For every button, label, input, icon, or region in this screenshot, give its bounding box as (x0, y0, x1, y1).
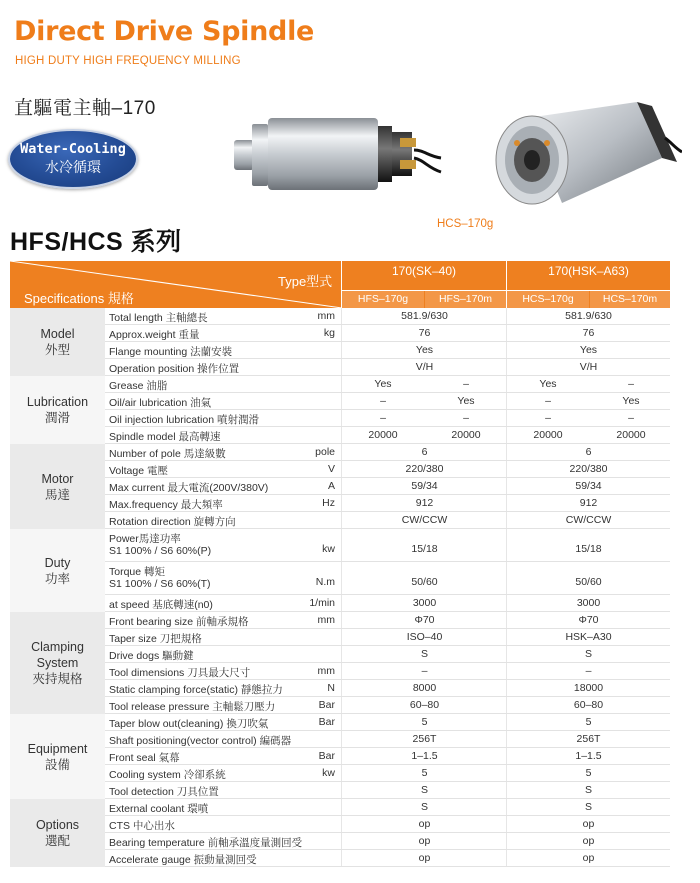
spec-name-line: S1 100% / S6 60%(P) (109, 545, 212, 557)
value-hcs-170m: 20000 (616, 429, 646, 441)
model-name-cn: 直驅電主軸–170 (14, 98, 156, 119)
section-label-line: 夾持規格 (32, 672, 83, 686)
section-label-line: 設備 (44, 758, 70, 772)
value-hska63: 3000 (576, 597, 601, 609)
value-sk40: 912 (415, 497, 434, 509)
value-sk40: 76 (418, 327, 431, 339)
spec-name-line: at speed 基底轉速(n0) (109, 599, 213, 611)
spec-unit: kg (323, 327, 335, 339)
value-sk40: Yes (415, 344, 434, 356)
value-hska63: S (584, 801, 592, 813)
group-sk40-header: 170(SK–40) (391, 264, 457, 278)
spec-name-line: Cooling system 冷卻系統 (109, 769, 226, 781)
value-sk40: V/H (415, 361, 434, 373)
spec-name (109, 463, 168, 478)
section-label (10, 444, 105, 529)
value-hfs-170m: 20000 (451, 429, 481, 441)
table-row (105, 663, 670, 680)
spec-name-line: Torque 轉矩 (109, 566, 166, 578)
spec-name-line: Tool dimensions 刀具最大尺寸 (109, 667, 251, 679)
spec-name (109, 852, 257, 867)
spec-name-line: Tool release pressure 主軸鬆刀壓力 (109, 701, 276, 713)
spec-name (109, 310, 208, 325)
value-hfs-170g: – (380, 412, 386, 424)
spec-name-line: Number of pole 馬達級數 (109, 448, 226, 460)
section-label (10, 714, 105, 799)
value-hcs-170g: – (545, 412, 551, 424)
value-sk40: 59/34 (411, 480, 438, 492)
spec-unit: Bar (318, 699, 335, 711)
section-label-line: Options (35, 818, 80, 832)
sub-header-hcs-170g: HCS–170g (507, 291, 589, 308)
spec-name-line: Accelerate gauge 振動量測回受 (109, 854, 257, 866)
value-sk40: 60–80 (409, 699, 440, 711)
section-label-line: 功率 (44, 572, 70, 586)
table-row (105, 748, 670, 765)
value-sk40: 581.9/630 (401, 310, 448, 322)
sub-header-hcs-170m: HCS–170m (590, 291, 670, 308)
section-label-line: System (36, 656, 79, 670)
table-row (105, 512, 670, 529)
spec-unit: Bar (318, 716, 335, 728)
section-label (10, 799, 105, 867)
page-title: Direct Drive Spindle (14, 16, 315, 47)
value-hska63: 1–1.5 (575, 750, 602, 762)
value-sk40: 256T (412, 733, 437, 745)
section-label-line: Clamping (31, 640, 84, 654)
value-hcs-170g: 20000 (533, 429, 563, 441)
spec-name-line: Power馬達功率 (109, 533, 181, 545)
spec-name-line: Grease 油脂 (109, 380, 168, 392)
spec-name (109, 716, 268, 731)
spec-name (109, 446, 226, 461)
value-hska63: 59/34 (575, 480, 602, 492)
spec-name-line: Front bearing size 前軸承規格 (109, 616, 249, 628)
badge-label-en: Water-Cooling (20, 141, 126, 157)
value-sk40: 220/380 (405, 463, 444, 475)
spec-unit: mm (317, 665, 335, 677)
spec-name (109, 733, 291, 748)
value-hcs-170g: Yes (539, 378, 557, 390)
section-label (10, 308, 105, 376)
spec-name-line: Front seal 氣幕 (109, 752, 180, 764)
spec-name (109, 412, 259, 427)
spec-unit: N (327, 682, 335, 694)
value-hfs-170m: – (463, 378, 469, 390)
value-hska63: S (584, 648, 592, 660)
value-sk40: – (421, 665, 428, 677)
value-hfs-170m: – (463, 412, 469, 424)
value-hska63: 912 (579, 497, 598, 509)
value-sk40: CW/CCW (401, 514, 448, 526)
sub-header-hfs-170g: HFS–170g (342, 291, 424, 308)
spec-unit: Bar (318, 750, 335, 762)
table-row (105, 562, 670, 595)
value-hska63: op (582, 835, 595, 847)
spec-unit: N.m (315, 576, 335, 588)
spec-name (109, 648, 194, 663)
spec-name-line: Max.frequency 最大頻率 (109, 499, 223, 511)
section-label (10, 529, 105, 612)
spec-name (109, 682, 283, 697)
table-row (105, 629, 670, 646)
spec-name-line: Approx.weight 重量 (109, 329, 200, 341)
spec-unit: kw (322, 767, 335, 779)
value-hfs-170g: 20000 (368, 429, 398, 441)
value-sk40: ISO–40 (406, 631, 443, 643)
value-sk40: 1–1.5 (411, 750, 438, 762)
value-sk40: 50/60 (411, 576, 438, 588)
table-row (105, 359, 670, 376)
value-hska63: HSK–A30 (565, 631, 612, 643)
spec-name (109, 614, 248, 629)
table-row (105, 680, 670, 697)
value-sk40: S (420, 784, 428, 796)
table-row (105, 444, 670, 461)
value-sk40: S (420, 801, 428, 813)
value-hska63: 256T (576, 733, 601, 745)
table-row (105, 850, 670, 867)
value-hska63: Yes (579, 344, 598, 356)
value-hcs-170m: – (628, 378, 634, 390)
water-cooling-badge (8, 129, 138, 189)
spec-name (109, 665, 250, 680)
table-row (105, 731, 670, 748)
spec-name-line: External coolant 環噴 (109, 803, 209, 815)
table-row (105, 325, 670, 342)
spec-name-line: S1 100% / S6 60%(T) (109, 578, 211, 590)
value-sk40: op (418, 818, 431, 830)
table-row (105, 376, 670, 393)
series-title: HFS/HCS 系列 (10, 228, 182, 256)
table-row (105, 714, 670, 731)
value-hska63: op (582, 852, 595, 864)
value-hska63: 76 (582, 327, 595, 339)
section-label (10, 612, 105, 714)
value-sk40: 3000 (412, 597, 437, 609)
table-row (105, 342, 670, 359)
spec-name-line: Oil injection lubrication 噴射潤滑 (109, 414, 259, 426)
table-row (105, 393, 670, 410)
group-hska63-header: 170(HSK–A63) (548, 264, 629, 278)
spindle-front-image (487, 98, 682, 213)
spec-name-line: Voltage 電壓 (109, 465, 168, 477)
table-row (105, 427, 670, 444)
value-hska63: 5 (585, 767, 592, 779)
spec-name-line: CTS 中心出水 (109, 820, 175, 832)
value-hska63: 15/18 (575, 543, 602, 555)
section-label-line: 馬達 (44, 488, 70, 502)
spec-name (109, 818, 175, 833)
value-hcs-170g: – (545, 395, 551, 407)
table-header (10, 261, 670, 308)
spec-name (109, 327, 199, 342)
spec-name (109, 801, 208, 816)
specifications-table (10, 261, 670, 866)
value-hska63: CW/CCW (565, 514, 612, 526)
value-sk40: op (418, 835, 431, 847)
table-row (105, 529, 670, 562)
spec-name-line: Total length 主軸總長 (109, 312, 208, 324)
table-row (105, 697, 670, 714)
spec-name-line: Drive dogs 驅動鍵 (109, 650, 194, 662)
section-label (10, 376, 105, 444)
spec-name-line: Shaft positioning(vector control) 編碼器 (109, 735, 292, 747)
spec-unit: V (327, 463, 335, 475)
type-header: Type型式 (278, 274, 333, 289)
spec-name-line: Taper blow out(cleaning) 換刀吹氣 (109, 718, 269, 730)
section-duty (10, 529, 670, 612)
section-label-line: Model (40, 327, 75, 341)
value-hska63: 60–80 (573, 699, 604, 711)
spec-name-line: Oil/air lubrication 油氣 (109, 397, 212, 409)
badge-label-cn: 水冷循環 (45, 159, 101, 175)
sub-header-hfs-170m: HFS–170m (425, 291, 506, 308)
spec-name (109, 835, 302, 850)
spec-name (109, 533, 211, 557)
value-hska63: 5 (585, 716, 592, 728)
spec-name (109, 699, 275, 714)
table-row (105, 782, 670, 799)
section-options (10, 799, 670, 867)
spec-name-line: Max current 最大電流(200V/380V) (109, 482, 269, 494)
spec-unit: mm (317, 310, 335, 322)
section-motor (10, 444, 670, 529)
value-hfs-170g: – (380, 395, 386, 407)
spec-name-line: Static clamping force(static) 靜態拉力 (109, 684, 283, 696)
table-row (105, 461, 670, 478)
spec-unit: mm (317, 614, 335, 626)
section-model (10, 308, 670, 376)
image-caption: HCS–170g (437, 218, 494, 230)
spec-name-line: Bearing temperature 前軸承溫度量測回受 (109, 837, 303, 849)
spec-name-line: Tool detection 刀具位置 (109, 786, 219, 798)
spec-name (109, 631, 202, 646)
spec-unit: kw (322, 543, 335, 555)
value-sk40: 5 (421, 716, 428, 728)
section-equipment (10, 714, 670, 799)
section-label-line: Lubrication (26, 395, 89, 409)
value-hfs-170g: Yes (374, 378, 392, 390)
section-clamping (10, 612, 670, 714)
value-hcs-170m: Yes (622, 395, 640, 407)
spec-unit: A (327, 480, 335, 492)
value-hska63: 50/60 (575, 576, 602, 588)
spec-name (109, 750, 180, 765)
spec-name (109, 395, 211, 410)
spec-name-line: Rotation direction 旋轉方向 (109, 516, 236, 528)
table-row (105, 765, 670, 782)
value-hska63: 220/380 (569, 463, 608, 475)
spec-unit: 1/min (309, 597, 335, 609)
value-sk40: 6 (421, 446, 428, 458)
spec-name (109, 767, 226, 782)
spec-name (109, 480, 268, 495)
section-label-line: 外型 (44, 343, 70, 357)
section-label-line: Equipment (27, 742, 88, 756)
section-label-line: Motor (41, 472, 74, 486)
value-hska63: S (584, 784, 592, 796)
value-hska63: 18000 (573, 682, 604, 694)
spec-name (109, 497, 223, 512)
spec-name (109, 566, 211, 590)
spindle-side-image (228, 110, 443, 205)
value-sk40: op (418, 852, 431, 864)
spec-name (109, 597, 213, 612)
table-row (105, 308, 670, 325)
table-row (105, 478, 670, 495)
table-row (105, 612, 670, 629)
value-sk40: 15/18 (411, 543, 438, 555)
spec-unit: pole (315, 446, 335, 458)
specifications-header: Specifications 規格 (24, 291, 134, 306)
value-sk40: S (420, 648, 428, 660)
table-row (105, 595, 670, 612)
spec-unit: Hz (322, 497, 335, 509)
section-label-line: 選配 (44, 834, 70, 848)
spec-name (109, 344, 232, 359)
value-hfs-170m: Yes (457, 395, 475, 407)
value-sk40: Φ70 (414, 614, 435, 626)
value-hcs-170m: – (628, 412, 634, 424)
table-row (105, 495, 670, 512)
section-lubrication (10, 376, 670, 444)
spec-name-line: Spindle model 最高轉速 (109, 431, 221, 443)
value-hska63: 6 (585, 446, 592, 458)
value-sk40: 8000 (412, 682, 437, 694)
spec-name (109, 514, 236, 529)
spec-name (109, 784, 219, 799)
spec-name-line: Flange mounting 法蘭安裝 (109, 346, 233, 358)
table-row (105, 799, 670, 816)
value-hska63: V/H (579, 361, 598, 373)
value-hska63: – (585, 665, 592, 677)
table-row (105, 816, 670, 833)
table-row (105, 410, 670, 427)
spec-name-line: Taper size 刀把規格 (109, 633, 202, 645)
value-hska63: 581.9/630 (565, 310, 612, 322)
spec-name (109, 361, 239, 376)
section-label-line: Duty (44, 556, 71, 570)
page-subtitle: HIGH DUTY HIGH FREQUENCY MILLING (15, 55, 241, 67)
value-hska63: op (582, 818, 595, 830)
value-hska63: Φ70 (578, 614, 599, 626)
spec-name (109, 378, 167, 393)
spec-name (109, 429, 220, 444)
spec-name-line: Operation position 操作位置 (109, 363, 240, 375)
table-row (105, 646, 670, 663)
value-sk40: 5 (421, 767, 428, 779)
section-label-line: 潤滑 (44, 411, 70, 425)
table-row (105, 833, 670, 850)
